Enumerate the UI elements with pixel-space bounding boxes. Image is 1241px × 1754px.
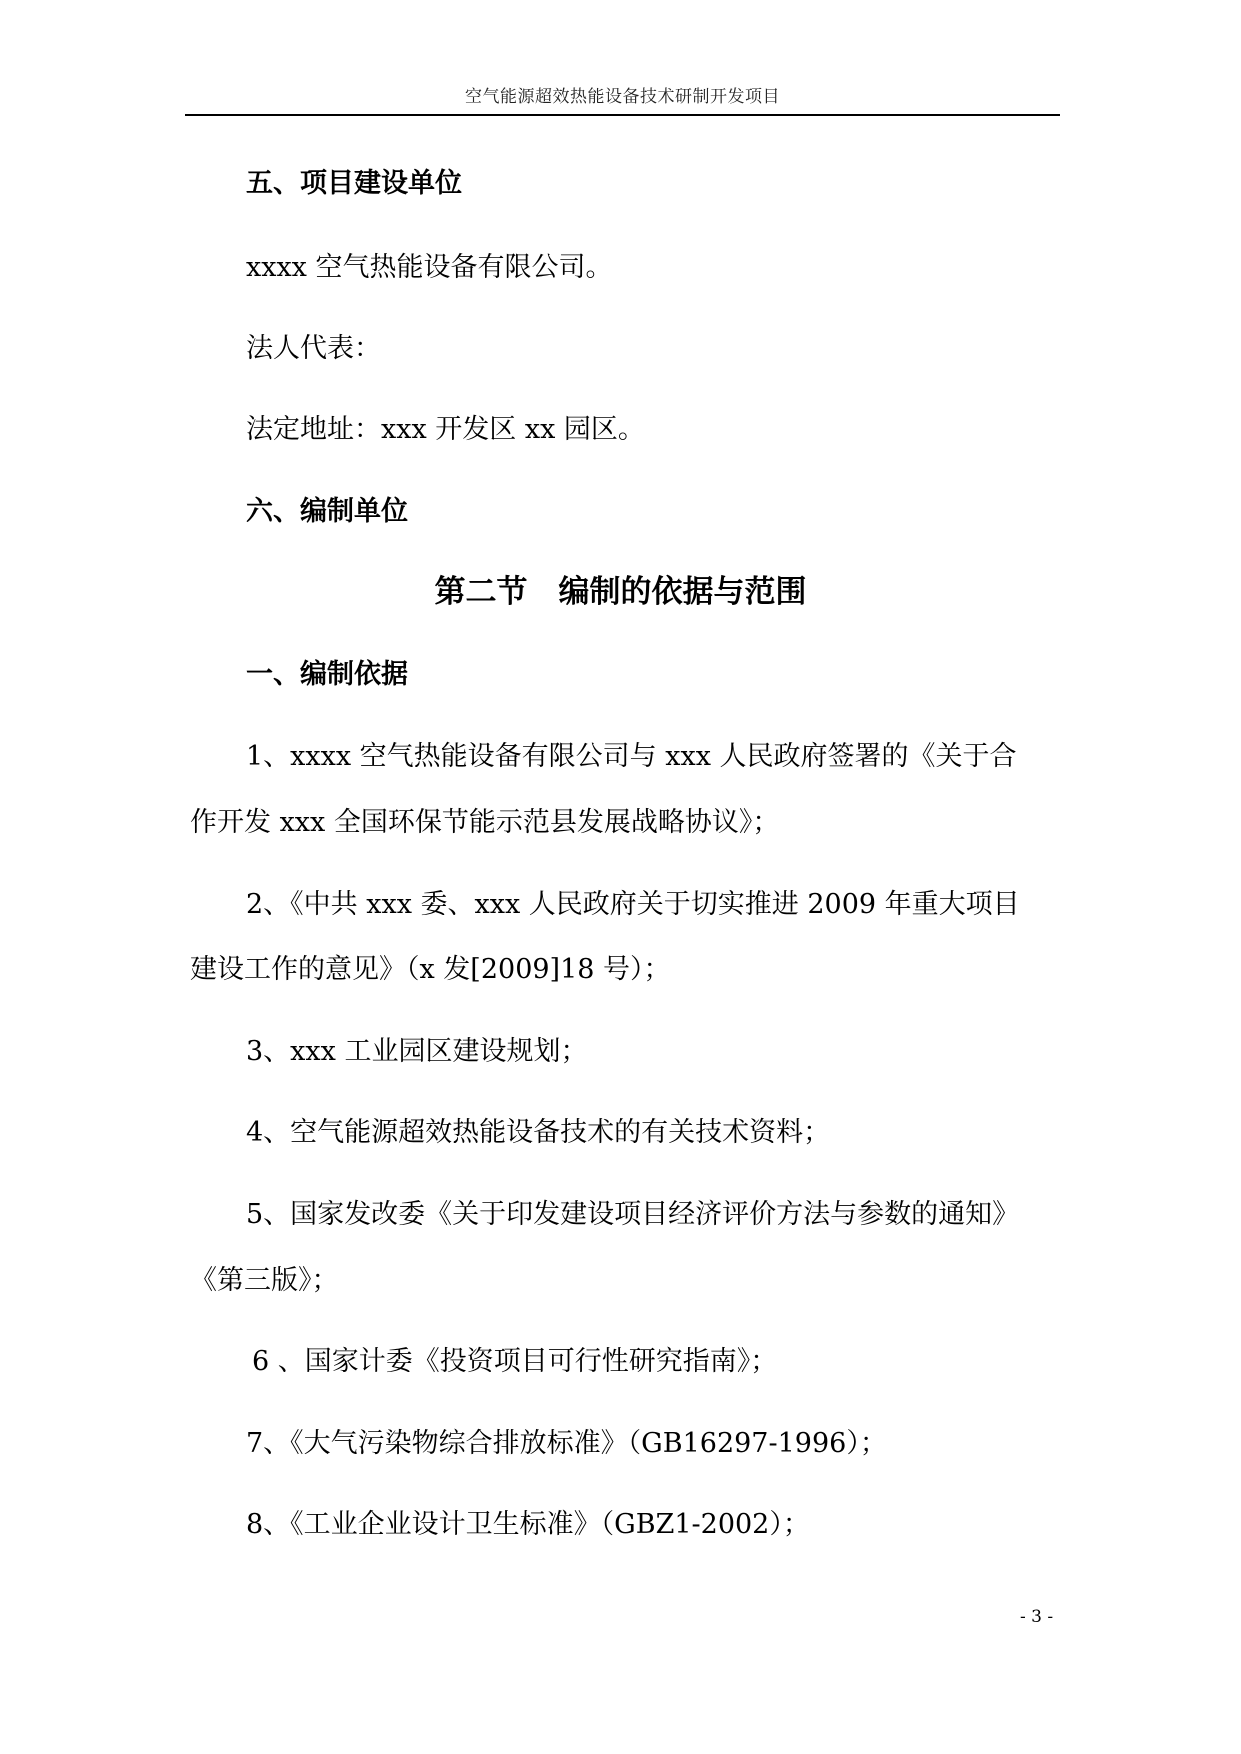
basis-item-4: 4、空气能源超效热能设备技术的有关技术资料； bbox=[246, 1117, 831, 1148]
basis-item-2-line-1: 2、《中共 xxx 委、xxx 人民政府关于切实推进 2009 年重大项目 bbox=[246, 889, 1020, 920]
section-title: 第二节 编制的依据与范围 bbox=[434, 574, 807, 610]
basis-item-6: 6 、国家计委《投资项目可行性研究指南》； bbox=[252, 1346, 778, 1377]
running-header: 空气能源超效热能设备技术研制开发项目 bbox=[465, 87, 780, 107]
company-name: xxxx 空气热能设备有限公司。 bbox=[246, 252, 613, 283]
basis-item-5-line-1: 5、国家发改委《关于印发建设项目经济评价方法与参数的通知》 bbox=[246, 1199, 1020, 1230]
heading-compiling-unit: 六、编制单位 bbox=[246, 496, 408, 527]
page-number: - 3 - bbox=[1020, 1607, 1054, 1627]
basis-item-1-line-1: 1、xxxx 空气热能设备有限公司与 xxx 人民政府签署的《关于合 bbox=[246, 741, 1017, 772]
basis-item-5-line-2: 《第三版》； bbox=[190, 1265, 339, 1296]
basis-item-8: 8、《工业企业设计卫生标准》（GBZ1-2002）； bbox=[246, 1509, 810, 1540]
heading-project-construction-unit: 五、项目建设单位 bbox=[246, 168, 462, 199]
basis-item-1-line-2: 作开发 xxx 全国环保节能示范县发展战略协议》； bbox=[190, 807, 780, 838]
basis-item-2-line-2: 建设工作的意见》（x 发[2009]18 号）； bbox=[190, 954, 671, 985]
basis-item-3: 3、xxx 工业园区建设规划； bbox=[246, 1036, 588, 1067]
basis-item-7: 7、《大气污染物综合排放标准》（GB16297-1996）； bbox=[246, 1428, 887, 1459]
legal-address: 法定地址：xxx 开发区 xx 园区。 bbox=[246, 414, 645, 445]
header-divider bbox=[185, 114, 1060, 116]
heading-compiling-basis: 一、编制依据 bbox=[246, 659, 408, 690]
legal-representative: 法人代表： bbox=[246, 333, 381, 364]
